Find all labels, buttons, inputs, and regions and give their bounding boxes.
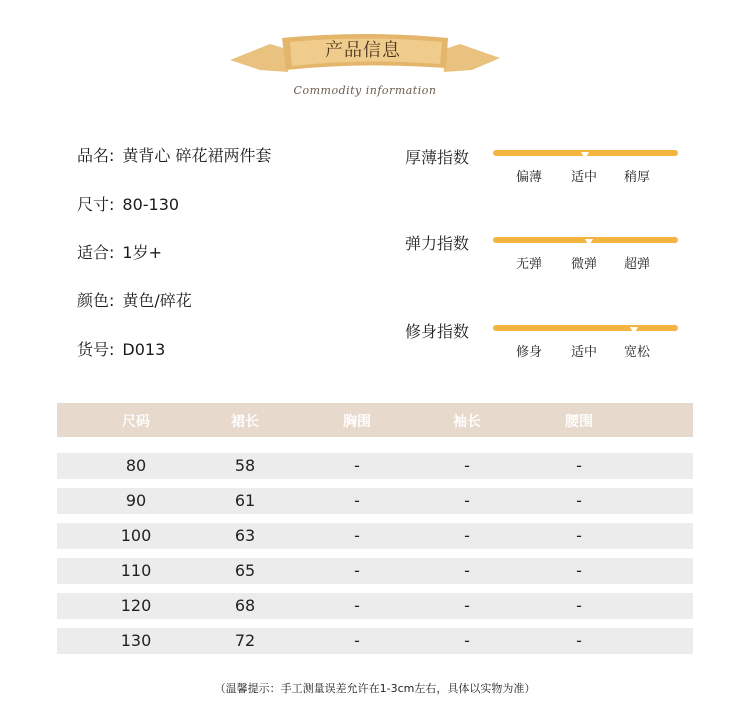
table-cell: - xyxy=(576,491,582,510)
table-cell: - xyxy=(354,456,360,475)
info-label: 尺寸: xyxy=(77,195,115,214)
table-cell: 130 xyxy=(120,631,152,650)
column-header: 袖长 xyxy=(453,414,481,430)
fit-index-bar xyxy=(493,325,678,331)
table-row xyxy=(57,593,693,619)
index-tick: 修身 xyxy=(516,345,543,360)
fit-index-label: 修身指数 xyxy=(405,322,470,341)
index-marker xyxy=(630,327,638,334)
banner-subtitle: Commodity information xyxy=(293,84,437,97)
index-tick: 稍厚 xyxy=(624,170,651,185)
table-cell: - xyxy=(576,526,582,545)
table-row xyxy=(57,453,693,479)
index-tick: 适中 xyxy=(571,345,598,360)
table-cell: - xyxy=(354,561,360,580)
elasticity-index-bar xyxy=(493,237,678,243)
index-marker xyxy=(585,239,593,246)
table-row xyxy=(57,523,693,549)
table-cell: 72 xyxy=(234,631,256,650)
table-cell: 100 xyxy=(120,526,152,545)
table-cell: - xyxy=(464,561,470,580)
info-size xyxy=(77,192,179,215)
column-header: 腰围 xyxy=(565,414,593,430)
table-cell: 58 xyxy=(234,456,256,475)
info-label: 货号: xyxy=(77,340,115,359)
table-cell: - xyxy=(464,456,470,475)
info-label: 品名: xyxy=(77,146,115,165)
thickness-index-bar xyxy=(493,150,678,156)
column-header: 尺码 xyxy=(122,414,150,430)
table-cell: - xyxy=(576,596,582,615)
info-name xyxy=(77,143,272,166)
table-cell: 63 xyxy=(234,526,256,545)
table-row xyxy=(57,558,693,584)
info-value: D013 xyxy=(122,340,166,359)
index-tick: 宽松 xyxy=(624,345,651,360)
table-cell: 80 xyxy=(125,456,147,475)
index-tick: 微弹 xyxy=(571,257,598,272)
table-cell: - xyxy=(464,526,470,545)
table-cell: - xyxy=(464,491,470,510)
info-age xyxy=(77,240,162,263)
table-row xyxy=(57,628,693,654)
info-color xyxy=(77,288,192,311)
table-cell: - xyxy=(354,596,360,615)
index-tick: 超弹 xyxy=(624,257,651,272)
info-label: 颜色: xyxy=(77,291,115,310)
table-cell: 68 xyxy=(234,596,256,615)
elasticity-index-label: 弹力指数 xyxy=(405,234,470,253)
info-value: 黄背心 碎花裙两件套 xyxy=(122,146,272,165)
index-tick: 偏薄 xyxy=(516,170,543,185)
info-value: 80-130 xyxy=(122,195,180,214)
table-cell: - xyxy=(464,631,470,650)
column-header: 胸围 xyxy=(343,414,371,430)
table-cell: - xyxy=(464,596,470,615)
table-cell: 61 xyxy=(234,491,256,510)
table-cell: - xyxy=(576,561,582,580)
size-table-header xyxy=(57,403,693,437)
measurement-note: （温馨提示：手工测量误差允许在1-3cm左右，具体以实物为准） xyxy=(214,682,536,695)
table-cell: - xyxy=(354,631,360,650)
table-row xyxy=(57,488,693,514)
table-cell: - xyxy=(576,456,582,475)
info-label: 适合: xyxy=(77,243,115,262)
table-cell: 90 xyxy=(125,491,147,510)
index-tick: 适中 xyxy=(571,170,598,185)
column-header: 裙长 xyxy=(231,414,259,430)
info-value: 1岁+ xyxy=(122,243,162,262)
table-cell: 110 xyxy=(120,561,152,580)
index-tick: 无弹 xyxy=(516,257,543,272)
table-cell: - xyxy=(354,526,360,545)
table-cell: - xyxy=(354,491,360,510)
table-cell: - xyxy=(576,631,582,650)
table-cell: 120 xyxy=(120,596,152,615)
thickness-index-label: 厚薄指数 xyxy=(405,148,470,167)
banner-title: 产品信息 xyxy=(325,40,401,61)
index-marker xyxy=(581,152,589,159)
table-cell: 65 xyxy=(234,561,256,580)
info-sku xyxy=(77,337,165,360)
info-value: 黄色/碎花 xyxy=(122,291,192,310)
